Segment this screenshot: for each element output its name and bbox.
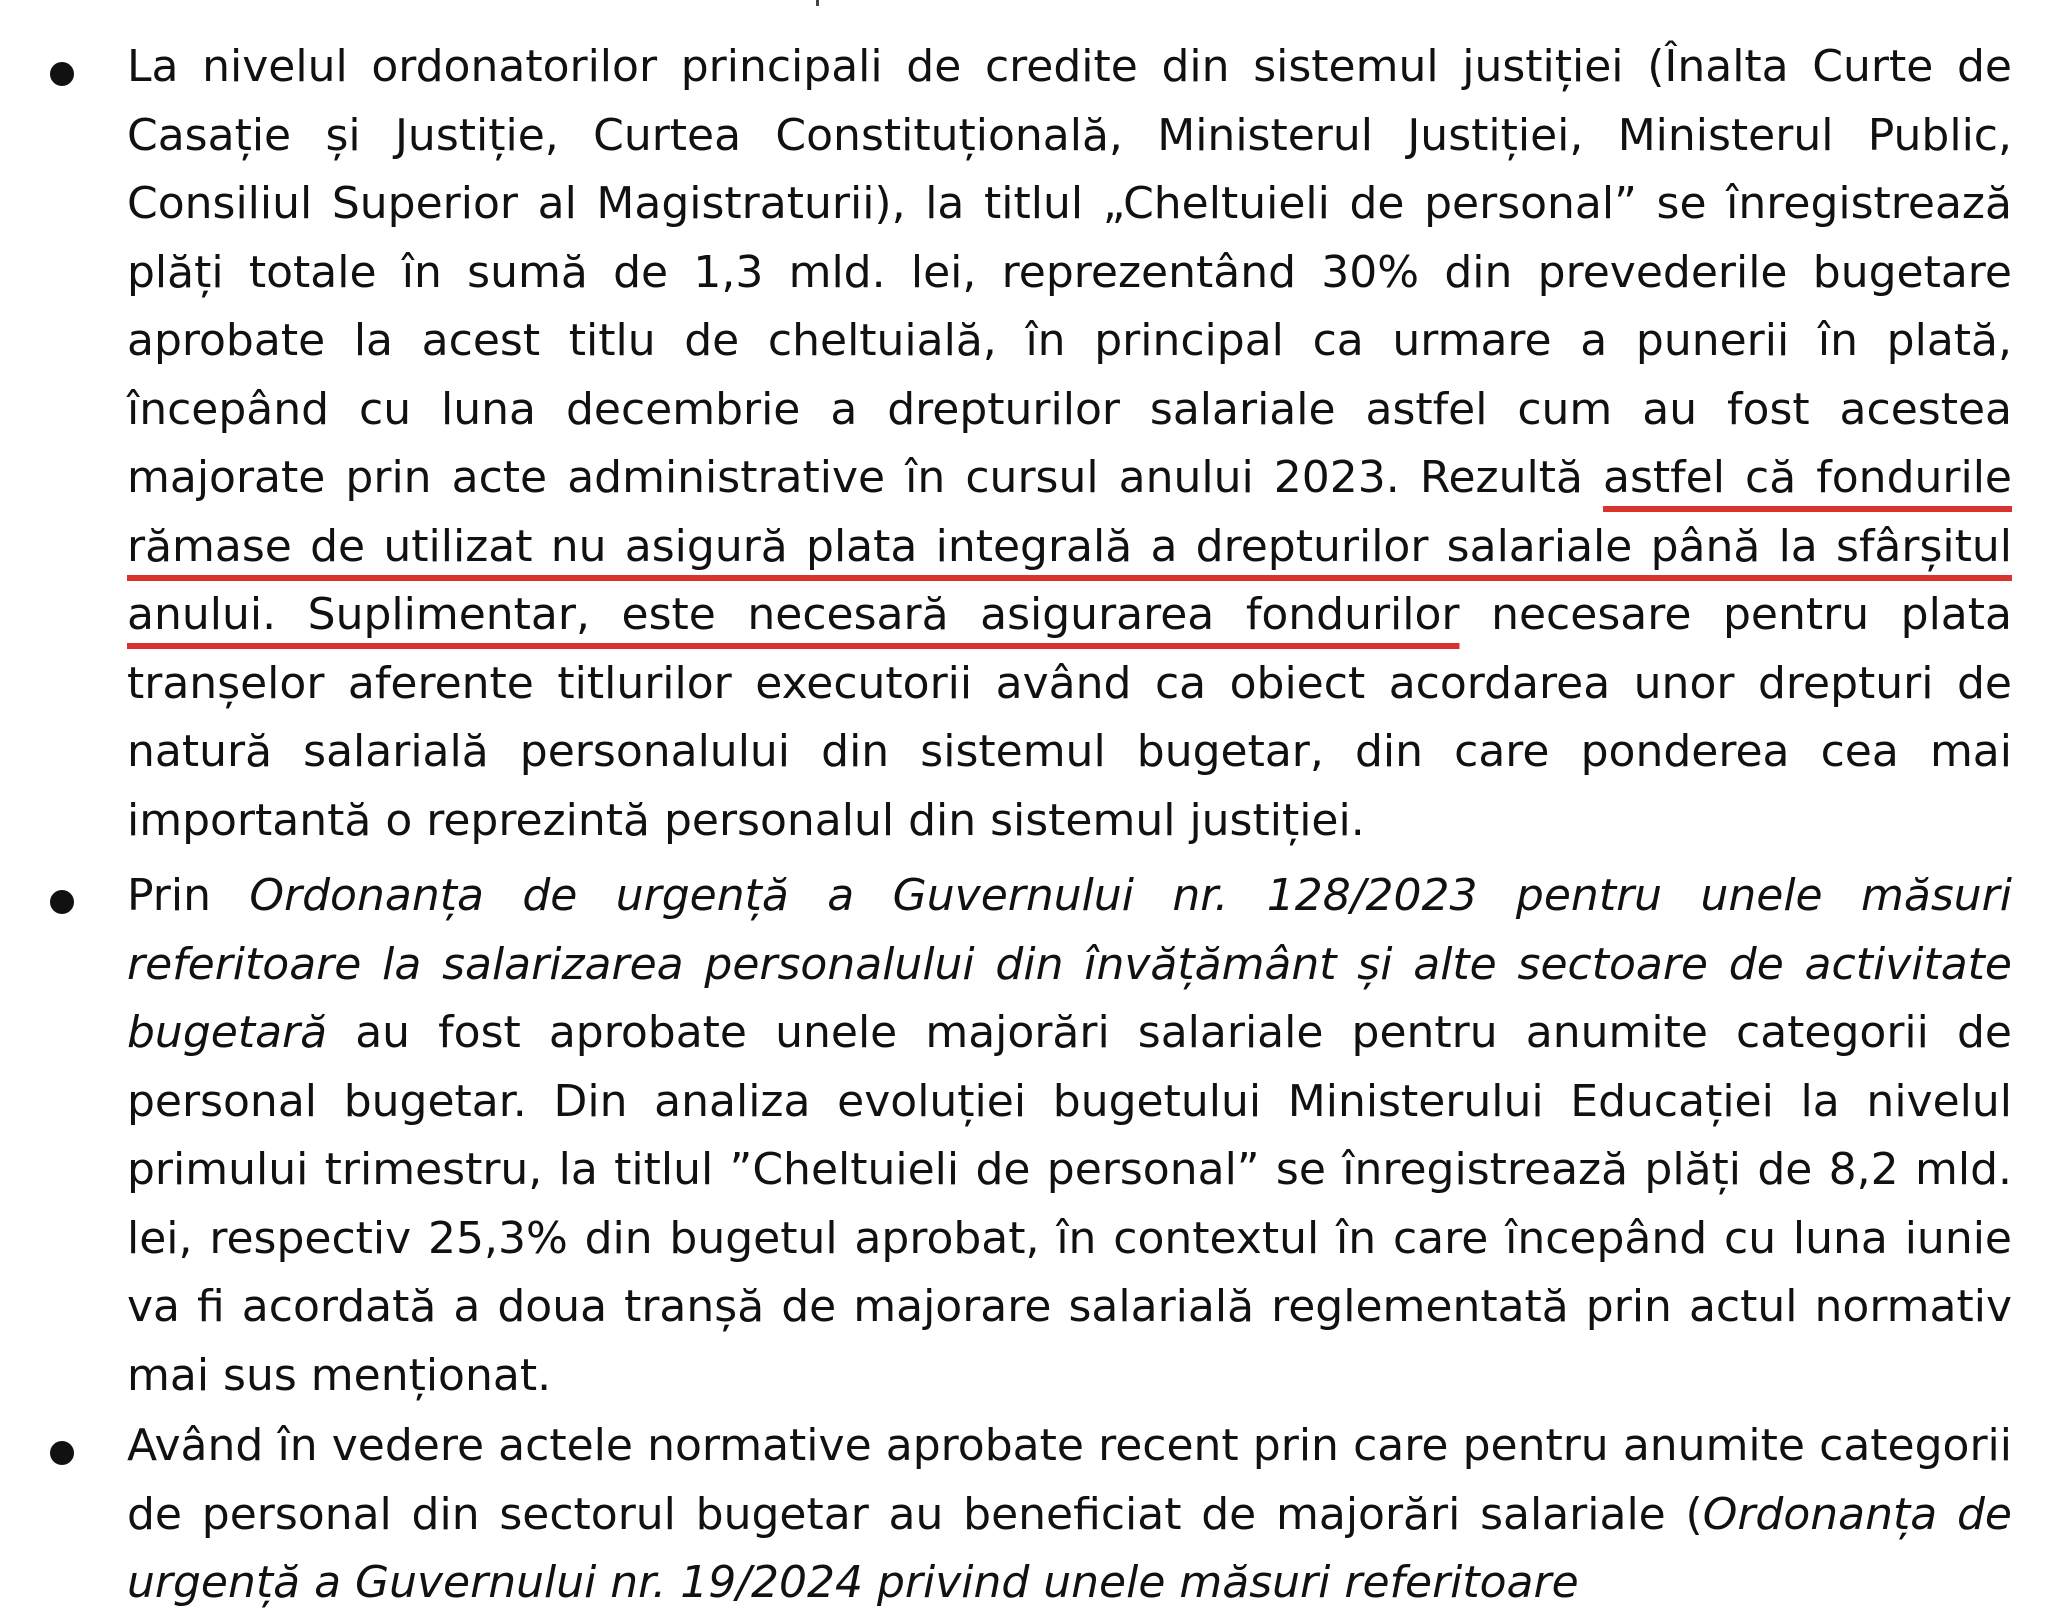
italic-ordinance-title: Ordonanța de urgență a Guvernului nr. 19/2024 privind unele măsuri referitoare: [127, 1488, 2012, 1608]
red-underlined-text: astfel că fondurile rămase de utilizat nu asigură plata integrală a drepturilor salariale până la sfârșitul anului. Suplimentar, este necesară asigurarea fondurilor: [127, 452, 2012, 640]
paragraph-text: Având în vedere actele normative aprobate recent prin care pentru anumite categorii de personal din sectorul bugetar au beneficiat de majorări salariale: [127, 1420, 2012, 1540]
open-parenthesis: (: [1685, 1488, 1703, 1540]
paragraph-text: necesare pentru plata tranșelor aferente titlurilor executorii având ca obiect acordarea unor drepturi de natură salarială personalului din sistemul bugetar, din care ponderea cea mai importantă o reprezintă personalul din sistemul justiției.: [127, 589, 2012, 846]
cropped-text-mark: [816, 0, 819, 6]
bullet-dot: [50, 62, 74, 86]
bullet-dot: [50, 890, 74, 914]
paragraph-recent-normative-acts: [127, 1412, 2012, 1618]
paragraph-justice-personnel-costs: [127, 33, 2012, 855]
paragraph-education-salary-increase: [127, 862, 2012, 1410]
bullet-dot: [50, 1441, 74, 1465]
paragraph-text: au fost aprobate unele majorări salariale pentru anumite categorii de personal bugetar. Din analiza evoluției bugetului Ministerului Educației la nivelul primului trimestru, la titlul ”Cheltuieli de personal” se înregistrează plăți de 8,2 mld. lei, respectiv 25,3% din bugetul aprobat, în contextul în care începând cu luna iunie va fi acordată a doua tranșă de majorare salarială reglementată prin actul normativ mai sus menționat.: [127, 1007, 2012, 1401]
italic-ordinance-title: Ordonanța de urgență a Guvernului nr. 128/2023 pentru unele măsuri referitoare la salarizarea personalului din învățământ și alte sectoare de activitate bugetară: [127, 870, 2012, 1058]
paragraph-text: La nivelul ordonatorilor principali de credite din sistemul justiției (Înalta Curte de Casație și Justiție, Curtea Constituțională, Ministerul Justiției, Ministerul Public, Consiliul Superior al Magistraturii), la titlul „Cheltuieli de personal” se înregistrează plăți totale în sumă de 1,3 mld. lei, reprezentând 30% din prevederile bugetare aprobate la acest titlu de cheltuială, în principal ca urmare a punerii în plată, începând cu luna decembrie a drepturilor salariale astfel cum au fost acestea majorate prin acte administrative în cursul anului 2023. Rezultă: [127, 41, 2012, 503]
paragraph-text: Prin: [127, 870, 211, 921]
